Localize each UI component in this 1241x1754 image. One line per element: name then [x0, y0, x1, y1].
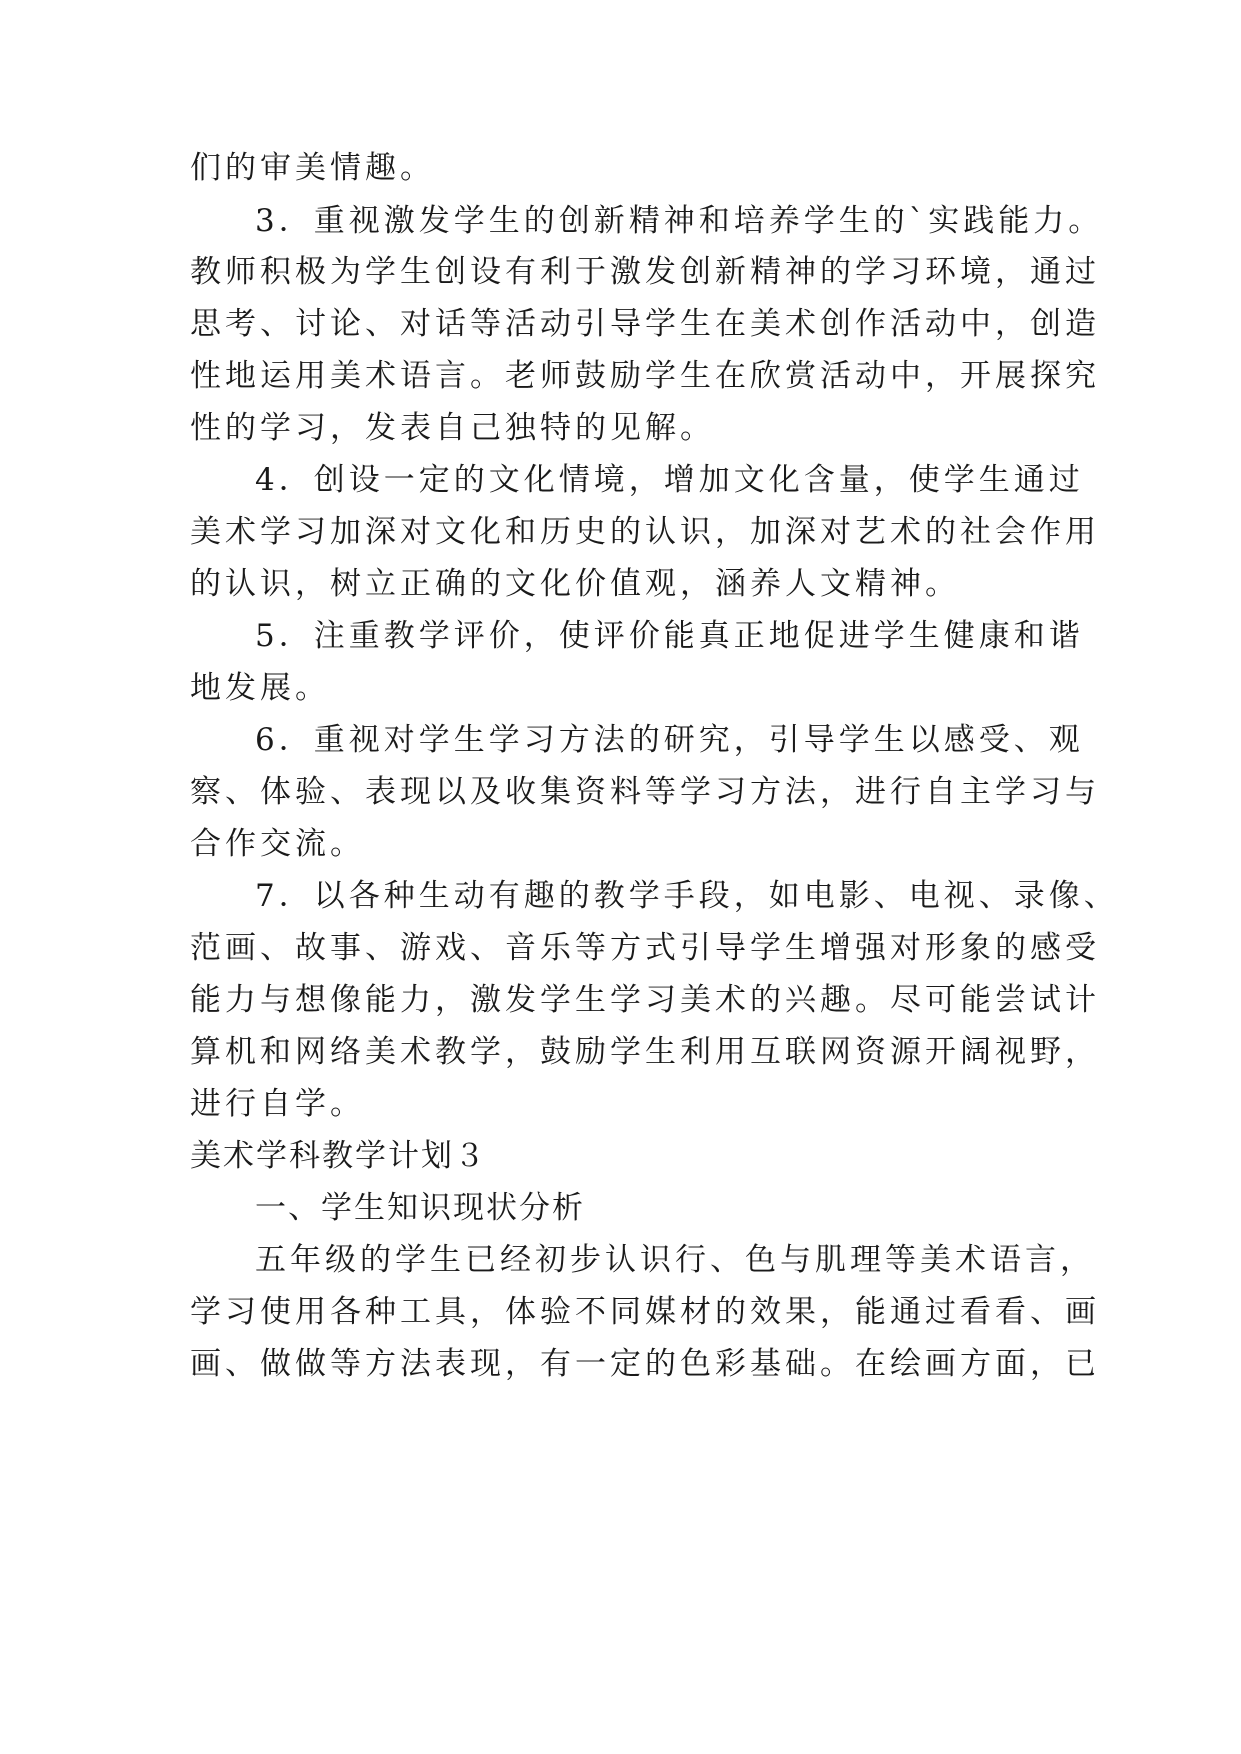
text-line: 5．注重教学评价，使评价能真正地促进学生健康和谐 — [255, 618, 1084, 654]
text-line: 学习使用各种工具，体验不同媒材的效果，能通过看看、画 — [190, 1294, 1100, 1330]
text-line: 7．以各种生动有趣的教学手段，如电影、电视、录像、 — [255, 878, 1119, 914]
text-line: 能力与想像能力，激发学生学习美术的兴趣。尽可能尝试计 — [190, 982, 1100, 1018]
text-line: 美术学习加深对文化和历史的认识，加深对艺术的社会作用 — [190, 514, 1100, 550]
subsection-title: 一、学生知识现状分析 — [255, 1190, 585, 1226]
text-line: 范画、故事、游戏、音乐等方式引导学生增强对形象的感受 — [190, 930, 1100, 966]
text-line: 性的学习，发表自己独特的见解。 — [190, 410, 715, 446]
text-line: 3．重视激发学生的创新精神和培养学生的`实践能力。 — [255, 203, 1104, 239]
text-line: 们的审美情趣。 — [190, 150, 435, 186]
text-line: 察、体验、表现以及收集资料等学习方法，进行自主学习与 — [190, 774, 1100, 810]
text-line: 五年级的学生已经初步认识行、色与肌理等美术语言， — [255, 1242, 1095, 1278]
text-line: 性地运用美术语言。老师鼓励学生在欣赏活动中，开展探究 — [190, 358, 1100, 394]
text-line: 4．创设一定的文化情境，增加文化含量，使学生通过 — [255, 462, 1084, 498]
text-line: 地发展。 — [190, 670, 330, 706]
text-line: 进行自学。 — [190, 1086, 365, 1122]
text-line: 6．重视对学生学习方法的研究，引导学生以感受、观 — [255, 722, 1084, 758]
text-line: 合作交流。 — [190, 826, 365, 862]
text-line: 画、做做等方法表现，有一定的色彩基础。在绘画方面，已 — [190, 1346, 1100, 1382]
text-line: 教师积极为学生创设有利于激发创新精神的学习环境，通过 — [190, 254, 1100, 290]
section-title: 美术学科教学计划３ — [190, 1138, 487, 1174]
text-line: 算机和网络美术教学，鼓励学生利用互联网资源开阔视野， — [190, 1034, 1100, 1070]
text-line: 的认识，树立正确的文化价值观，涵养人文精神。 — [190, 566, 960, 602]
text-line: 思考、讨论、对话等活动引导学生在美术创作活动中，创造 — [190, 306, 1100, 342]
